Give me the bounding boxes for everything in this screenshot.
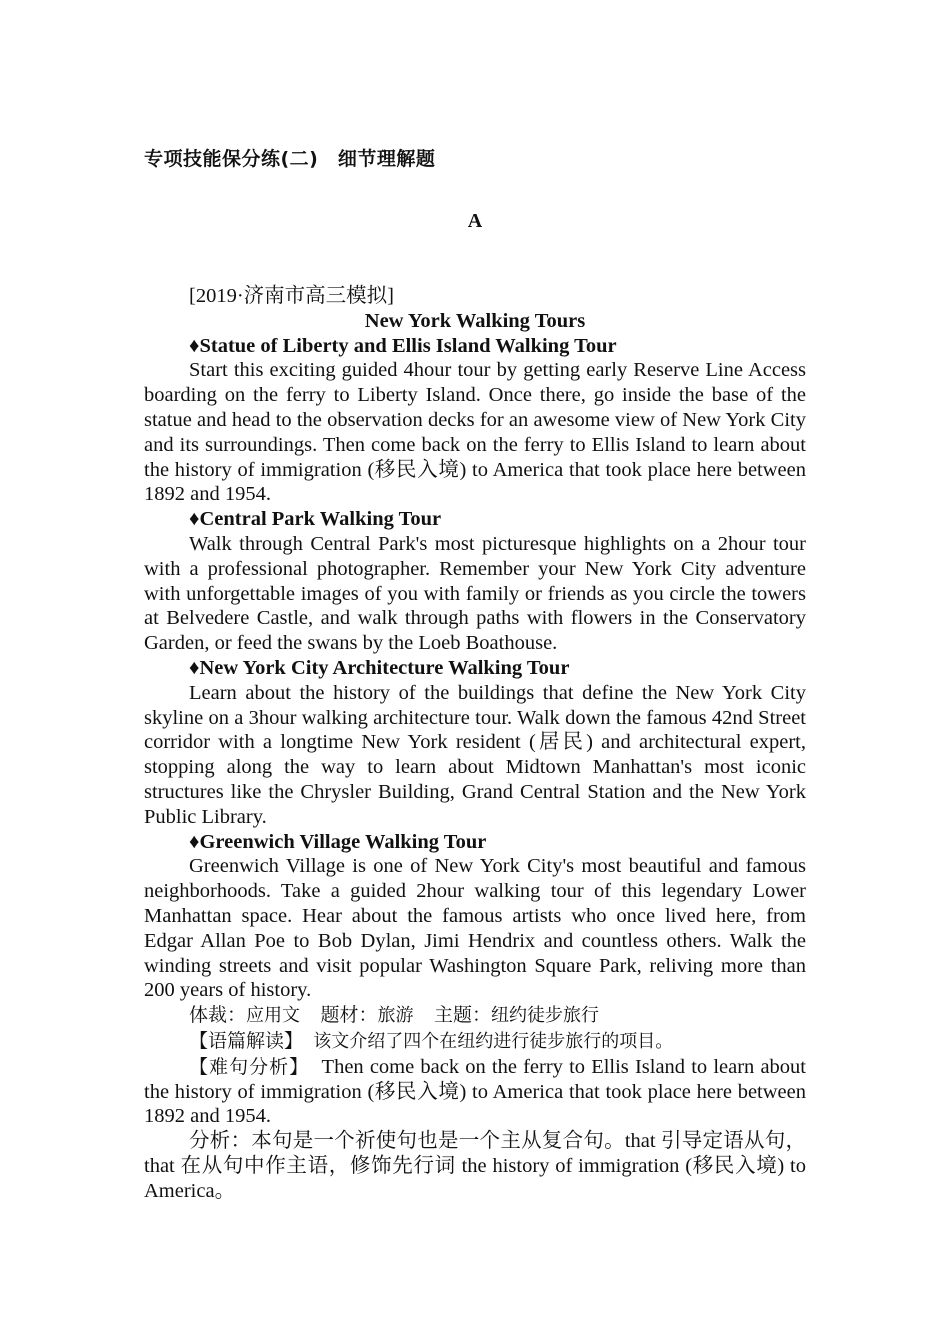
material-value: 旅游 bbox=[377, 1005, 414, 1027]
section-letter: A bbox=[467, 210, 483, 232]
passage-title: New York Walking Tours bbox=[364, 309, 586, 332]
reading-text: 该文介绍了四个在纽约进行徒步旅行的项目。 bbox=[313, 1030, 674, 1052]
passage-body bbox=[144, 284, 806, 1203]
sentence-explanation: 分析：本句是一个祈使句也是一个主从复合句。that 引导定语从句，that 在从句中作主语，修饰先行词 the history of immigration (移民入境) to America。 bbox=[144, 1130, 806, 1202]
difficult-sentence bbox=[144, 1055, 806, 1129]
tour-text-statue-of-liberty: Start this exciting guided 4hour tour by getting early Reserve Line Access boarding on the ferry to Liberty Island. Once there, go inside the base of the statue and head to the observation decks for an awesome view of New York City and its surroundings. Then come back on the ferry to Ellis Island to learn about the history of immigration (移民入境) to America that took place here between 1892 and 1954. bbox=[144, 359, 806, 506]
tour-text-greenwich-village: Greenwich Village is one of New York City's most beautiful and famous neighborhoods. Take a guided 2hour walking tour of this legendary Lower Manhattan space. Hear about the famous artists who once lived here, from Edgar Allan Poe to Bob Dylan, Jimi Hendrix and countless others. Walk the winding streets and visit popular Washington Square Park, reliving more than 200 years of history. bbox=[144, 855, 806, 1002]
difficult-text: Then come back on the ferry to Ellis Island to learn about the history of immigration (移民入境) to America that took place here between 1892 and 1954. bbox=[144, 1055, 806, 1128]
article-meta bbox=[144, 1003, 806, 1029]
material-label: 题材： bbox=[320, 1004, 378, 1027]
theme-label: 主题： bbox=[434, 1004, 492, 1027]
page-title: 专项技能保分练(二) 细节理解题 bbox=[144, 148, 436, 170]
tour-text-central-park: Walk through Central Park's most picturesque highlights on a 2hour tour with a professional photographer. Remember your New York City adventure with unforgettable images of you with family or friends as you circle the towers at Belvedere Castle, and walk through paths with flowers in the Conservatory Garden, or feed the swans by the Loeb Boathouse. bbox=[144, 532, 806, 655]
tour-text-architecture: Learn about the history of the buildings that define the New York City skyline on a 3hour walking architecture tour. Walk down the famous 42nd Street corridor with a longtime New York resident (居民) and architectural expert, stopping along the way to learn about Midtown Manhattan's most iconic structures like the Chrysler Building, Grand Central Station and the New York Public Library. bbox=[144, 681, 806, 828]
tour-heading-central-park: ♦Central Park Walking Tour bbox=[189, 508, 442, 531]
difficult-label: 【难句分析】 bbox=[189, 1055, 310, 1078]
tour-heading-greenwich-village: ♦Greenwich Village Walking Tour bbox=[189, 830, 487, 853]
tour-heading-architecture: ♦New York City Architecture Walking Tour bbox=[189, 656, 570, 679]
passage-source: [2019·济南市高三模拟] bbox=[189, 285, 394, 307]
reading-summary bbox=[144, 1029, 806, 1055]
genre-value: 应用文 bbox=[246, 1005, 301, 1027]
reading-label: 【语篇解读】 bbox=[189, 1029, 304, 1052]
genre-label: 体裁： bbox=[189, 1004, 247, 1027]
tour-heading-statue-of-liberty: ♦Statue of Liberty and Ellis Island Walking Tour bbox=[189, 334, 617, 357]
theme-value: 纽约徒步旅行 bbox=[491, 1005, 600, 1027]
